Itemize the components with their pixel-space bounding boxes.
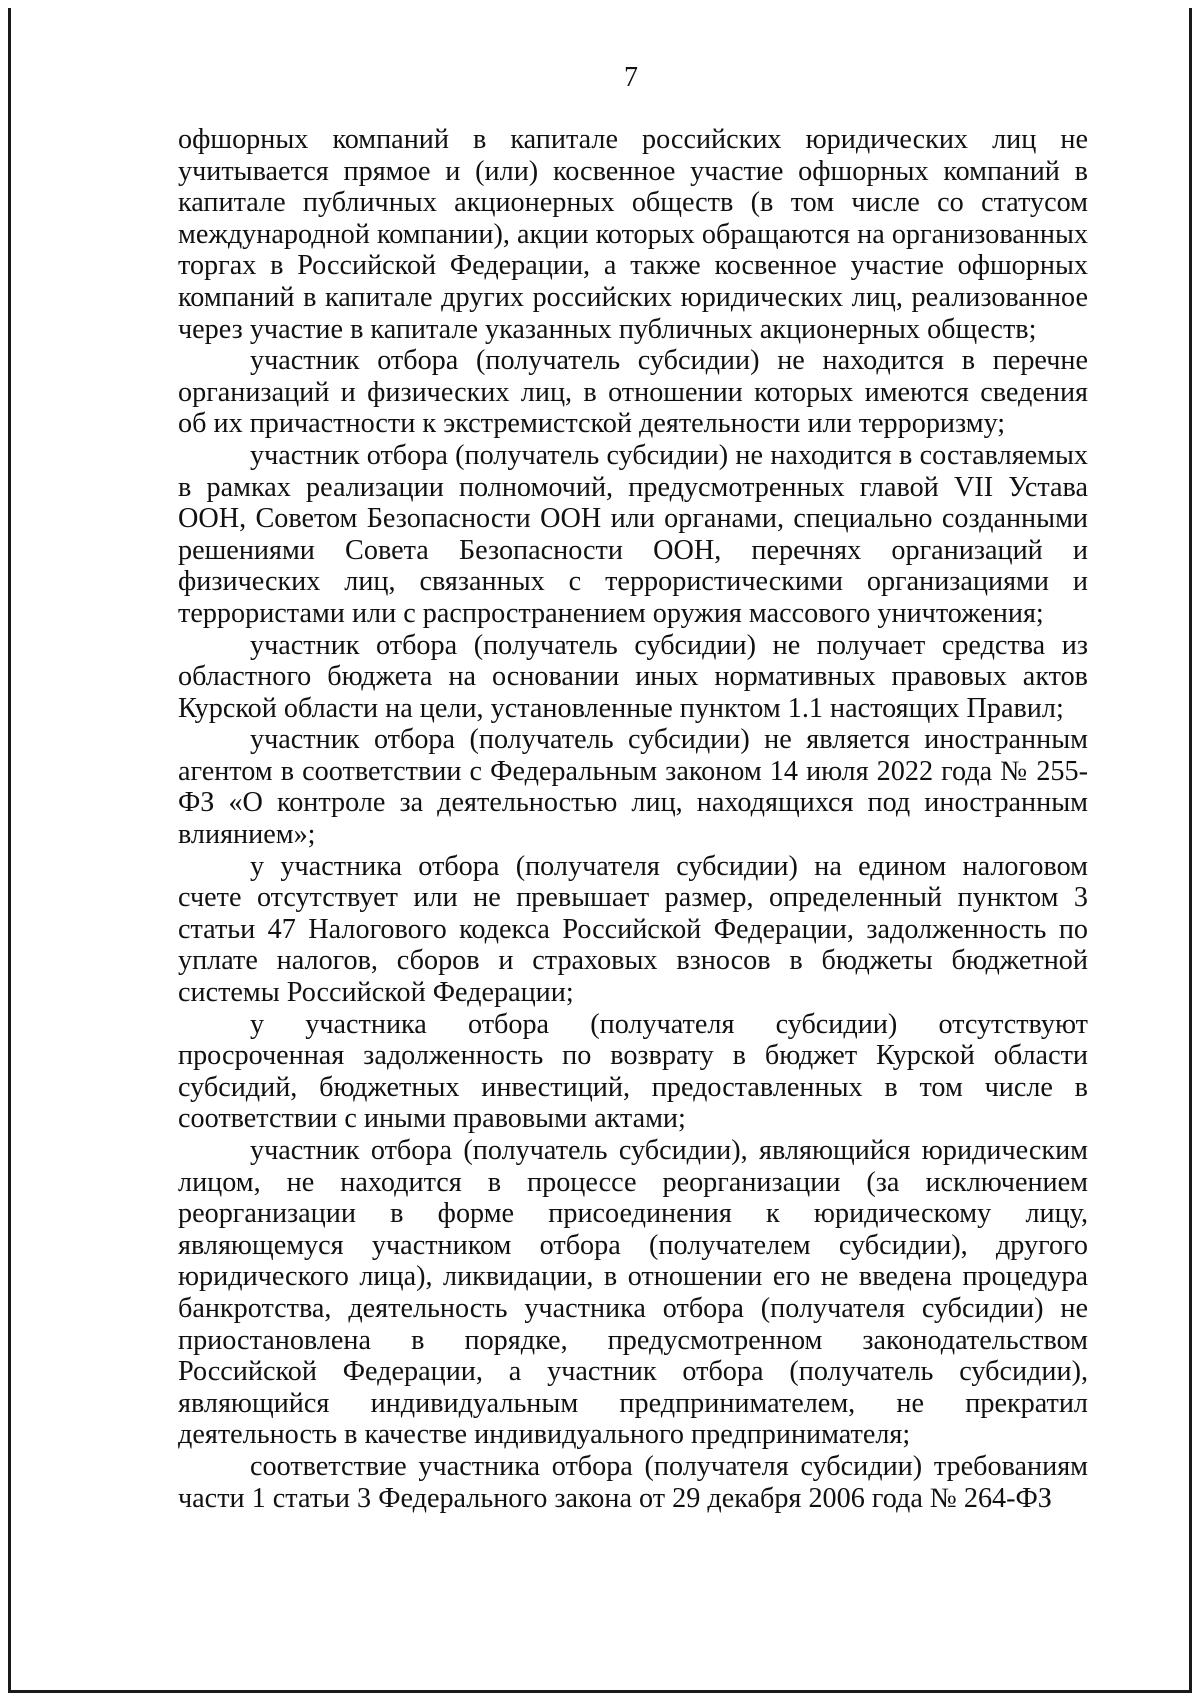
document-body: [178, 124, 1088, 1514]
paragraph-1: офшорных компаний в капитале российских юридических лиц не учитывается прямое и (или) косвенное участие офшорных компаний в капитале публичных акционерных обществ (в том числе со статусом международной компании), акции которых обращаются на организованных торгах в Российской Федерации, а также косвенное участие офшорных компаний в капитале других российских юридических лиц, реализованное через участие в капитале указанных публичных акционерных обществ;: [178, 124, 1088, 345]
paragraph-3: участник отбора (получатель субсидии) не находится в составляемых в рамках реализации полномочий, предусмотренных главой VII Устава ООН, Советом Безопасности ООН или органами, специально созданными решениями Совета Безопасности ООН, перечнях организаций и физических лиц, связанных с террористическими организациями и террористами или с распространением оружия массового уничтожения;: [178, 439, 1088, 629]
paragraph-4: участник отбора (получатель субсидии) не получает средства из областного бюджета на основании иных нормативных правовых актов Курской области на цели, установленные пунктом 1.1 настоящих Правил;: [178, 629, 1088, 724]
page-number: 7: [624, 62, 638, 93]
paragraph-8: участник отбора (получатель субсидии), являющийся юридическим лицом, не находится в процессе реорганизации (за исключением реорганизации в форме присоединения к юридическому лицу, являющемуся участником отбора (получателем субсидии), другого юридического лица), ликвидации, в отношении его не введена процедура банкротства, деятельность участника отбора (получателя субсидии) не приостановлена в порядке, предусмотренном законодательством Российской Федерации, а участник отбора (получатель субсидии), являющийся индивидуальным предпринимателем, не прекратил деятельность в качестве индивидуального предпринимателя;: [178, 1135, 1088, 1451]
paragraph-7: у участника отбора (получателя субсидии) отсутствуют просроченная задолженность по возврату в бюджет Курской области субсидий, бюджетных инвестиций, предоставленных в том числе в соответствии с иными правовыми актами;: [178, 1008, 1088, 1135]
paragraph-9: соответствие участника отбора (получателя субсидии) требованиям части 1 статьи 3 Федерального закона от 29 декабря 2006 года № 264-ФЗ: [178, 1450, 1088, 1514]
paragraph-5: участник отбора (получатель субсидии) не является иностранным агентом в соответствии с Федеральным законом 14 июля 2022 года № 255-ФЗ «О контроле за деятельностью лиц, находящихся под иностранным влиянием»;: [178, 724, 1088, 851]
paragraph-2: участник отбора (получатель субсидии) не находится в перечне организаций и физических лиц, в отношении которых имеются сведения об их причастности к экстремистской деятельности или терроризму;: [178, 345, 1088, 440]
paragraph-6: у участника отбора (получателя субсидии) на едином налоговом счете отсутствует или не превышает размер, определенный пунктом 3 статьи 47 Налогового кодекса Российской Федерации, задолженность по уплате налогов, сборов и страховых взносов в бюджеты бюджетной системы Российской Федерации;: [178, 850, 1088, 1009]
